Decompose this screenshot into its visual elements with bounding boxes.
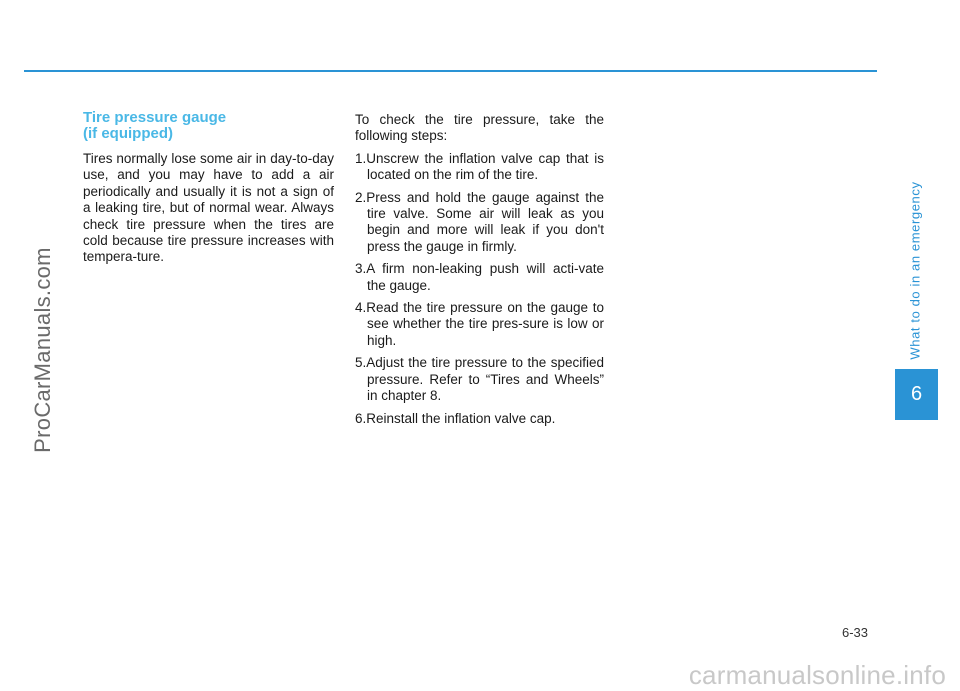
tire-gauge-section (83, 110, 334, 266)
chapter-label-text: What to do in an emergency (907, 180, 923, 360)
step-item: 2.Press and hold the gauge against the tire valve. Some air will leak as you begin and more will leak if you don't press the gauge in firmly. (355, 189, 604, 254)
step-item: 6.Reinstall the inflation valve cap. (355, 410, 556, 426)
step-item: 4.Read the tire pressure on the gauge to see whether the tire pres-sure is low or high. (355, 300, 604, 348)
steps-section (355, 112, 604, 433)
watermark-left-text: ProCarManuals.com (30, 247, 55, 453)
section-heading-line2: (if equipped) (83, 125, 173, 142)
chapter-tab: 6 (895, 369, 938, 420)
step-item: 5.Adjust the tire pressure to the specified pressure. Refer to “Tires and Wheels” in chapter 8. (355, 355, 604, 404)
section-heading (83, 110, 334, 142)
step-item: 1.Unscrew the inflation valve cap that is located on the rim of the tire. (355, 150, 604, 183)
steps-list (355, 151, 604, 427)
header-rule (24, 70, 877, 72)
chapter-side-label (901, 170, 929, 370)
watermark-left (23, 220, 63, 480)
page-number: 6-33 (842, 625, 869, 640)
section-body: Tires normally lose some air in day-to-day use, and you may have to add a air periodically and usually it is not a sign of a leaking tire, but of normal wear. Always check tire pressure when the tires are cold because tire pressure increases with tempera-ture. (83, 151, 334, 265)
section-heading-line1: Tire pressure gauge (83, 109, 227, 126)
watermark-bottom: carmanualsonline.info (688, 660, 946, 690)
step-item: 3.A firm non-leaking push will acti-vate the gauge. (355, 261, 604, 293)
steps-intro: To check the tire pressure, take the following steps: (355, 112, 604, 144)
